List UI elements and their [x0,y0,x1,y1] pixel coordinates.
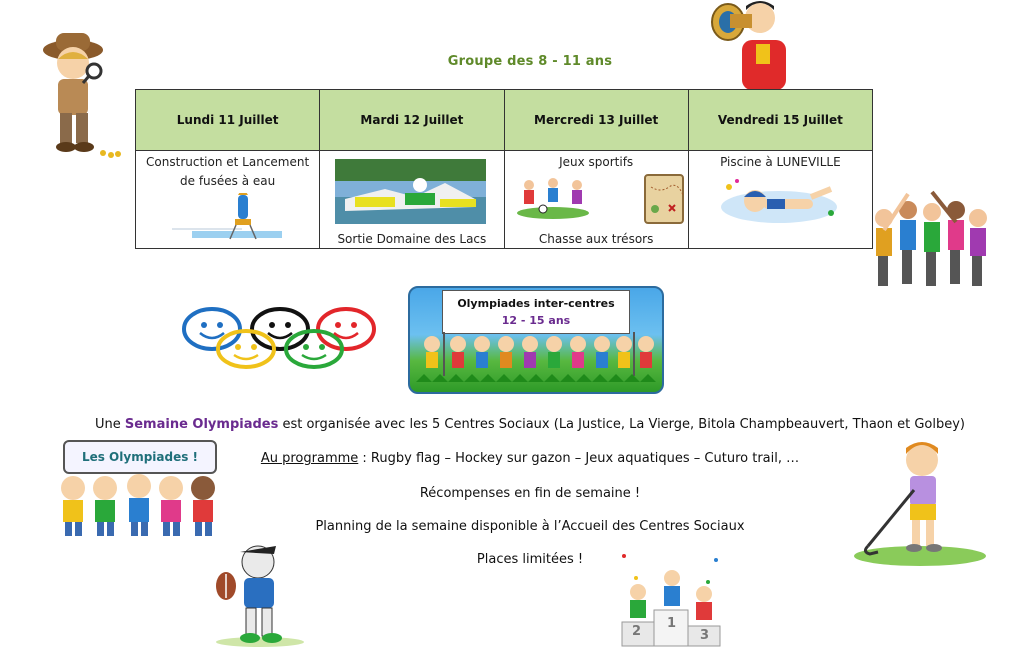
olympiades-inter-centres-panel [408,286,664,394]
podium-number-1: 1 [667,616,677,631]
schedule-table [135,89,873,249]
places-line: Places limitées ! [476,552,584,567]
activity-text: Piscine à LUNEVILLE [720,155,841,169]
cheering-kids-illustration [866,190,991,295]
kids-row-illustration [416,332,656,388]
intro-line [0,417,1024,432]
activity-text: Construction et Lancement de fusées à eau [146,155,310,188]
programme-list: : Rugby flag – Hockey sur gazon – Jeux aquatiques – Cuturo trail, … [358,451,800,466]
activity-text: Chasse aux trésors [538,232,654,246]
hockey-girl-illustration [850,440,990,570]
intro-suffix: est organisée avec les 5 Centres Sociaux (La Justice, La Vierge, Bitola Champbeauvert, Thaon et Golbey) [278,417,966,432]
banner-kids-illustration [55,472,225,542]
banner-sign [63,440,217,474]
rewards-line: Récompenses en fin de semaine ! [419,486,641,501]
day-header: Lundi 11 Juillet [136,90,320,151]
planning-line: Planning de la semaine disponible à l’Accueil des Centres Sociaux [315,519,745,534]
banner-label: Les Olympiades ! [81,450,199,464]
semaine-olympiades-highlight: Semaine Olympiades [124,417,279,432]
programme-label: Au programme [260,451,359,466]
telescope-boy-illustration [708,0,798,90]
activity-cell-tuesday [320,151,504,249]
olympiades-title: Olympiades inter-centres [457,297,615,310]
activity-text: Jeux sportifs [559,155,634,169]
explorer-kid-illustration [28,15,128,160]
intro-prefix: Une [94,417,125,432]
treasure-map-icon [641,171,687,227]
rugby-player-illustration [210,540,310,648]
schedule-activity-row [136,151,873,249]
day-header: Vendredi 15 Juillet [688,90,872,151]
lake-park-photo [335,159,486,224]
podium-number-2: 2 [632,624,642,639]
olympic-smiley-rings [180,305,380,371]
swimmer-icon [719,173,843,229]
schedule-header-row [136,90,873,151]
day-header: Mercredi 13 Juillet [504,90,688,151]
activity-cell-wednesday [504,151,688,249]
group-title: Groupe des 8 - 11 ans [447,54,613,69]
activity-text: Sortie Domaine des Lacs [337,232,487,246]
water-rocket-icon [172,193,282,243]
activity-cell-friday [688,151,872,249]
day-header: Mardi 12 Juillet [320,90,504,151]
sports-kids-icon [515,173,591,219]
podium-number-3: 3 [700,628,710,643]
les-olympiades-banner [55,438,225,543]
activity-cell-monday [136,151,320,249]
olympiades-sign [442,290,630,334]
olympiades-age: 12 - 15 ans [501,314,571,327]
